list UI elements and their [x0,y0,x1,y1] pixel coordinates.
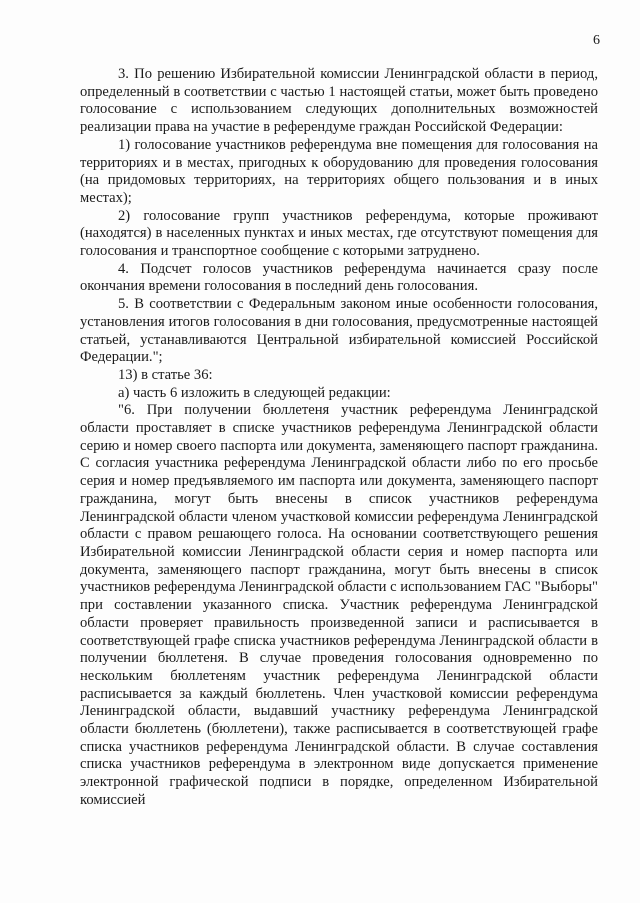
paragraph-point-13: 13) в статье 36: [118,366,213,383]
paragraph-item-3: 3. По решению Избирательной комиссии Ленинградской области в период, определенный в соответствии с частью 1 настоящей статьи, может быть проведено голосование с использованием следующих дополнительных возможностей реализации права на участие в референдуме граждан Российской Федерации: [80,66,598,136]
body-text [80,66,598,810]
page-number: 6 [593,33,600,48]
paragraph-item-4: 4. Подсчет голосов участников референдума начинается сразу после окончания времени голосования в последний день голосования. [80,260,598,295]
paragraph-subpoint-a: а) часть 6 изложить в следующей редакции: [118,384,391,401]
paragraph-subitem-2: 2) голосование групп участников референдума, которые проживают (находятся) в населенных пунктах и иных местах, где отсутствуют помещения для голосования и транспортное сообщение с которыми затруднено. [80,207,598,260]
paragraph-part-6: "6. При получении бюллетеня участник референдума Ленинградской области проставляет в списке участников референдума Ленинградской области серию и номер своего паспорта или документа, заменяющего паспорт гражданина. С согласия участника референдума Ленинградской области либо по его просьбе серия и номер предъявляемого им паспорта или документа, заменяющего паспорт гражданина, могут быть внесены в список участников референдума Ленинградской области членом участковой комиссии референдума Ленинградской области с правом решающего голоса. На основании соответствующего решения Избирательной комиссии Ленинградской области серия и номер паспорта или документа, заменяющего паспорт гражданина, могут быть внесены в список участников референдума Ленинградской области с использованием ГАС "Выборы" при составлении указанного списка. Участник референдума Ленинградской области проверяет правильность произведенной записи и расписывается в соответствующей графе списка участников референдума Ленинградской области в получении бюллетеня. В случае проведения голосования одновременно по нескольким бюллетеням участник референдума Ленинградской области расписывается за каждый бюллетень. Член участковой комиссии референдума Ленинградской области, выдавший участнику референдума Ленинградской области бюллетень (бюллетени), также расписывается в соответствующей графе списка участников референдума Ленинградской области. В случае составления списка участников референдума в электронном виде допускается применение электронной графической подписи в порядке, определенном Избирательной комиссией [80,402,598,808]
paragraph-item-5: 5. В соответствии с Федеральным законом иные особенности голосования, установления итогов голосования в дни голосования, предусмотренные настоящей статьей, устанавливаются Центральной избирательной комиссией Российской Федерации."; [80,296,598,366]
paragraph-subitem-1: 1) голосование участников референдума вне помещения для голосования на территориях и в местах, пригодных к оборудованию для проведения голосования (на придомовых территориях, на территориях общего пользования и в иных местах); [80,136,598,206]
